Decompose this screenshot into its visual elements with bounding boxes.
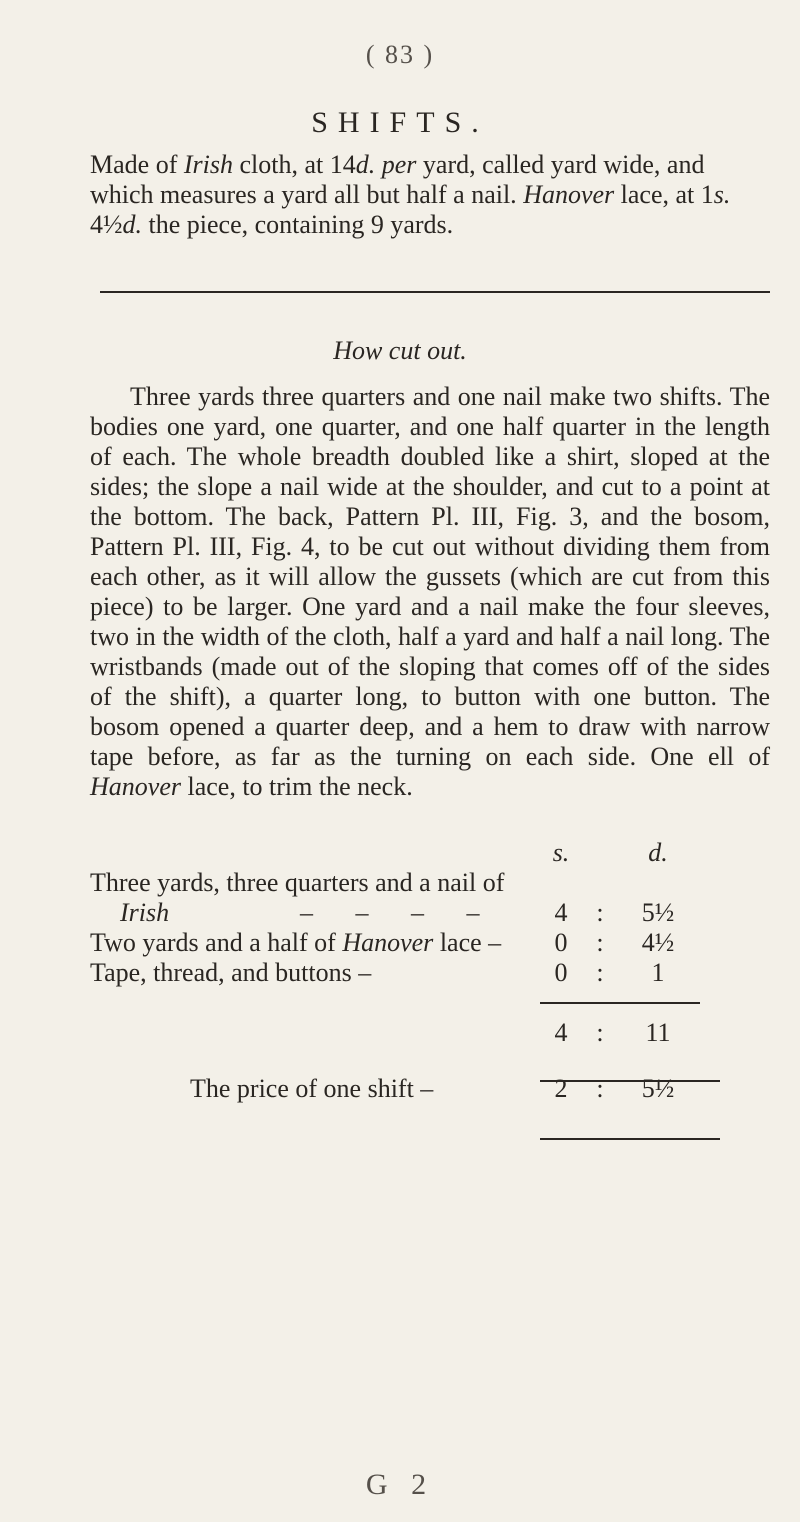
signature-mark: G 2 bbox=[365, 1468, 435, 1501]
section-divider bbox=[100, 291, 770, 293]
pence-column-header: d. bbox=[648, 838, 668, 867]
price-rule-bottom bbox=[540, 1138, 720, 1140]
total-rule bbox=[540, 1002, 700, 1004]
cost-row-irish: Irish – – – – 4 : 5½ bbox=[120, 898, 675, 927]
intro-paragraph: Made of Irish cloth, at 14d. per yard, called yard wide, and which measures a yard all but half a nail. Hanover lace, at 1s. 4½d. the piece, containing 9 yards. bbox=[90, 150, 731, 239]
cost-row-price: The price of one shift – 2 : 5½ bbox=[190, 1074, 675, 1103]
cost-table bbox=[90, 838, 780, 1104]
shillings-column-header: s. bbox=[552, 838, 570, 867]
page-title: SHIFTS. bbox=[311, 106, 489, 139]
section-heading: How cut out. bbox=[333, 336, 467, 365]
cost-row-hanover: Two yards and a half of Hanover lace – 0 : 4½ bbox=[90, 928, 675, 957]
cost-row-irish-label: Three yards, three quarters and a nail of bbox=[90, 868, 505, 897]
cost-row-total: 4 : 11 bbox=[554, 1018, 671, 1047]
cost-row-tape: Tape, thread, and buttons – 0 : 1 bbox=[90, 958, 665, 987]
instructions-paragraph: Three yards three quarters and one nail make two shifts. The bodies one yard, one quarter, and one half quarter in the length of each. The whole breadth doubled like a shirt, sloped at the sides; the slope a nail wide at the shoulder, and cut to a point at the bottom. The back, Pattern Pl. III, Fig. 3, and the bosom, Pattern Pl. III, Fig. 4, to be cut out without dividing them from each other, as it will allow the gussets (which are cut from this piece) to be larger. One yard and a nail make the four sleeves, two in the width of the cloth, half a yard and half a nail long. The wristbands (made out of the sloping that comes off of the sides of the shift), a quarter long, to button with one button. The bosom opened a quarter deep, and a hem to draw with narrow tape before, as far as the turning on each side. One ell of Hanover lace, to trim the neck. bbox=[90, 382, 770, 801]
page-number: ( 83 ) bbox=[365, 40, 435, 69]
cost-header-row bbox=[90, 838, 780, 868]
